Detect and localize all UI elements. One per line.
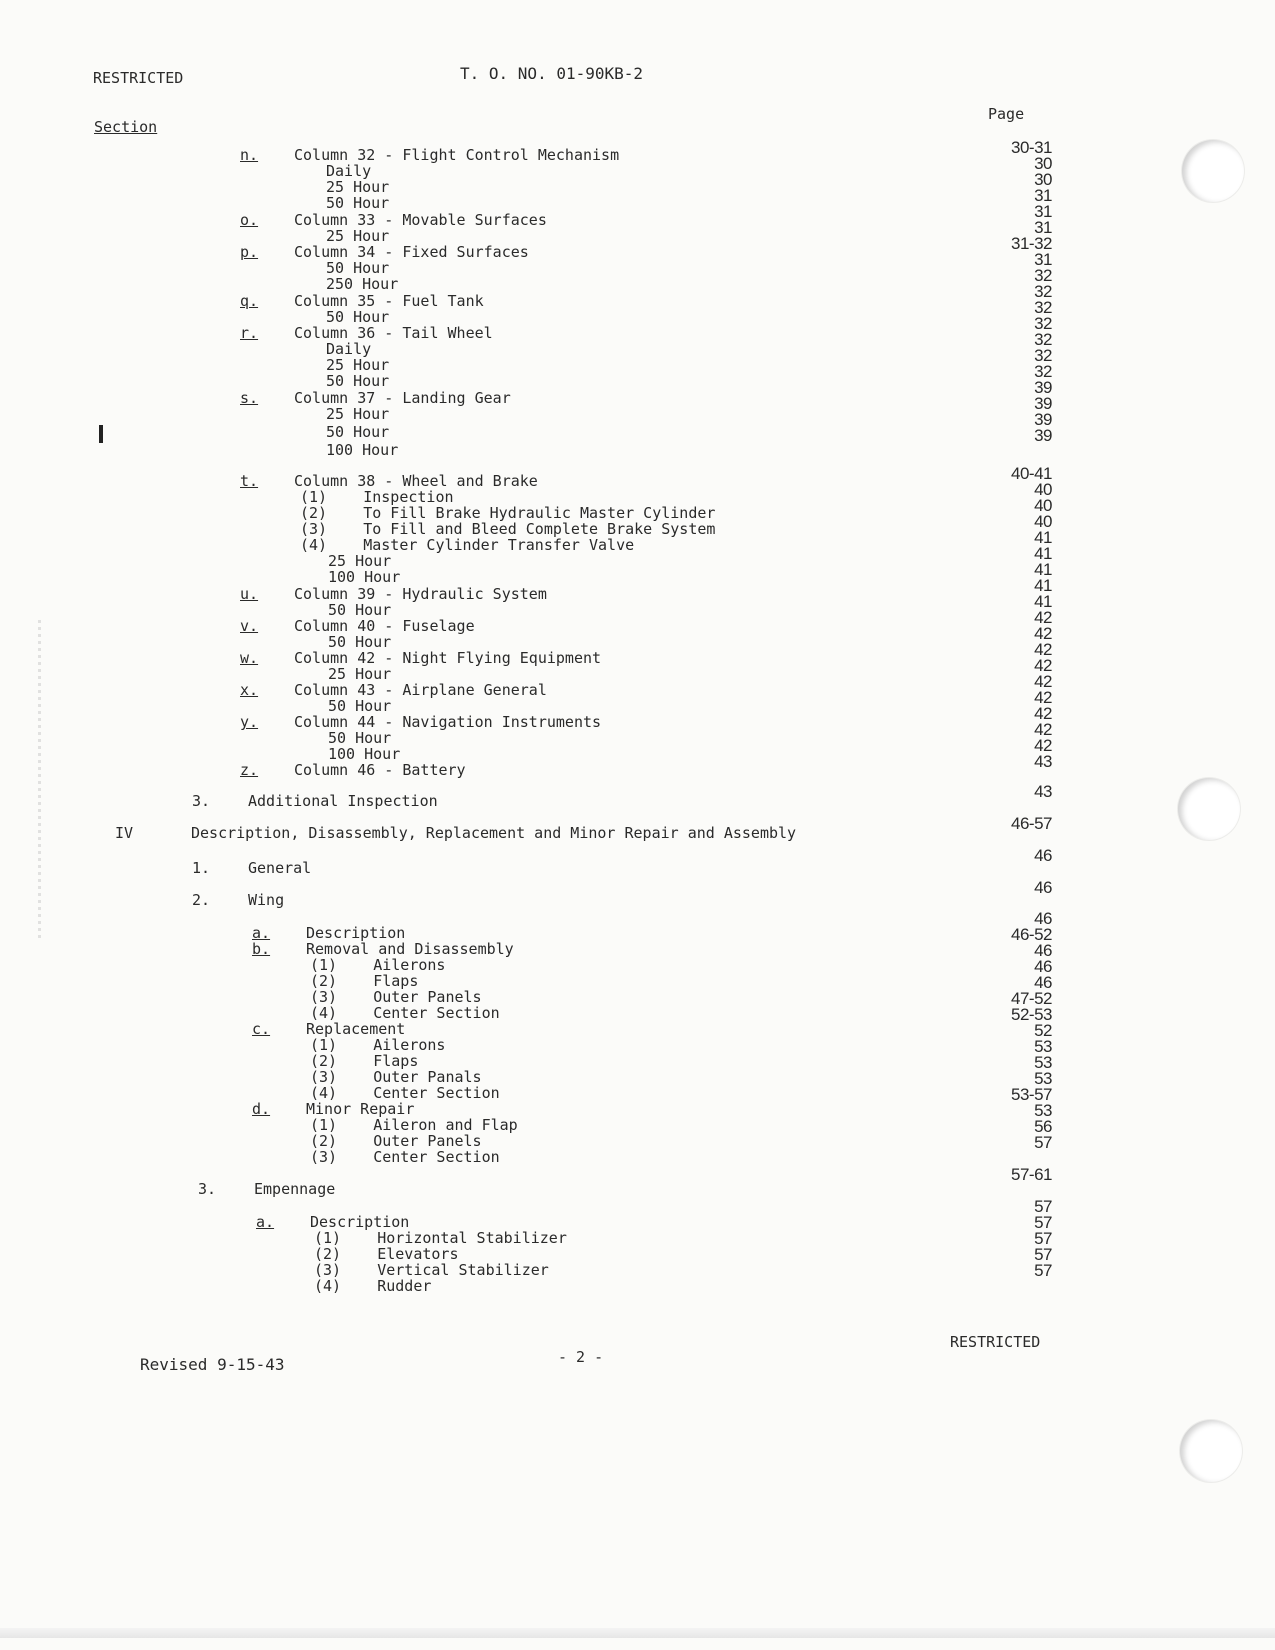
page-number: 47-52 [1011,989,1052,1008]
page-number: 39 [1034,410,1052,429]
entry-text: 100 Hour [328,745,401,763]
entry-text: Column 39 - Hydraulic System [294,585,547,603]
page-number: 31 [1034,250,1052,269]
entry-text: Daily [326,340,372,358]
footer-revised-date: Revised 9-15-43 [140,1355,285,1374]
page-number: 31 [1034,202,1052,221]
entry-text: Column 32 - Flight Control Mechanism [294,146,620,164]
page-number: 42 [1034,640,1052,659]
entry-text: Description, Disassembly, Replacement and Minor Repair and Assembly [191,824,797,842]
entry-text: Daily [326,162,372,180]
entry-text: Removal and Disassembly [306,940,514,958]
page-number: 43 [1034,752,1052,771]
header-restricted: RESTRICTED [93,69,184,87]
page-number: 42 [1034,688,1052,707]
binding-edge [38,620,41,940]
entry-text: (2) Elevators [314,1245,459,1263]
page-number: 41 [1034,544,1052,563]
entry-marker: a. [256,1213,275,1231]
page-number: 53 [1034,1037,1052,1056]
entry-text: Column 38 - Wheel and Brake [294,472,538,490]
page-number: 40 [1034,480,1052,499]
entry-text: Column 37 - Landing Gear [294,389,511,407]
page-number: 41 [1034,576,1052,595]
entry-text: (2) Flaps [310,1052,419,1070]
entry-text: 25 Hour [326,356,390,374]
entry-text: (1) Inspection [300,488,454,506]
entry-text: (1) Horizontal Stabilizer [314,1229,567,1247]
entry-text: 50 Hour [326,194,390,212]
page-number: 40 [1034,512,1052,531]
entry-marker: z. [240,761,259,779]
page-number: 30 [1034,154,1052,173]
entry-marker: s. [240,389,259,407]
entry-text: 25 Hour [326,178,390,196]
entry-text: 25 Hour [326,405,390,423]
page-number: 41 [1034,528,1052,547]
entry-marker: y. [240,713,259,731]
entry-text: (1) Ailerons [310,956,446,974]
entry-marker: w. [240,649,259,667]
page-number: 57 [1034,1213,1052,1232]
page-number: 39 [1034,394,1052,413]
page-number: 31-32 [1011,234,1052,253]
page-number: 32 [1034,266,1052,285]
entry-text: Wing [248,891,285,909]
entry-marker: 3. [198,1180,217,1198]
entry-text: Additional Inspection [248,792,438,810]
entry-marker: v. [240,617,259,635]
page-number: 43 [1034,782,1052,801]
entry-text: Column 33 - Movable Surfaces [294,211,547,229]
header-tech-order-number: T. O. NO. 01-90KB-2 [460,64,644,83]
page-number: 42 [1034,736,1052,755]
entry-marker: r. [240,324,259,342]
page-number: 42 [1034,624,1052,643]
page-number: 57 [1034,1245,1052,1264]
entry-text: (3) To Fill and Bleed Complete Brake System [300,520,716,538]
page-number: 46 [1034,846,1052,865]
entry-text: (3) Outer Panels [310,988,482,1006]
entry-text: Minor Repair [306,1100,415,1118]
entry-marker: d. [252,1100,271,1118]
entry-text: Column 43 - Airplane General [294,681,547,699]
entry-marker: IV [115,824,134,842]
entry-text: Column 34 - Fixed Surfaces [294,243,529,261]
entry-text: Column 44 - Navigation Instruments [294,713,602,731]
entry-text: (1) Aileron and Flap [310,1116,518,1134]
entry-marker: u. [240,585,259,603]
page-number: 32 [1034,282,1052,301]
page-number: 41 [1034,592,1052,611]
entry-text: (4) Rudder [314,1277,432,1295]
page-number: 42 [1034,656,1052,675]
entry-text: Column 46 - Battery [294,761,466,779]
entry-text: 50 Hour [328,697,392,715]
page-number: 31 [1034,218,1052,237]
entry-text: Description [310,1213,410,1231]
entry-text: Column 40 - Fuselage [294,617,475,635]
page-number: 31 [1034,186,1052,205]
scan-bottom-edge [0,1628,1275,1638]
page-number: 46 [1034,941,1052,960]
page-number: 46 [1034,973,1052,992]
entry-text: 25 Hour [326,227,390,245]
entry-text: Empennage [254,1180,336,1198]
page-number: 57-61 [1011,1165,1052,1184]
footer-page-number: - 2 - [558,1348,604,1366]
entry-text: (2) Flaps [310,972,419,990]
entry-text: (3) Vertical Stabilizer [314,1261,549,1279]
entry-text: (3) Outer Panals [310,1068,482,1086]
page-number: 53 [1034,1101,1052,1120]
page-number: 32 [1034,346,1052,365]
entry-marker: t. [240,472,259,490]
page-number: 46 [1034,909,1052,928]
entry-text: General [248,859,312,877]
entry-marker: 3. [192,792,211,810]
page-number: 52-53 [1011,1005,1052,1024]
page-number: 46 [1034,878,1052,897]
entry-text: (2) To Fill Brake Hydraulic Master Cylinder [300,504,716,522]
page-number: 56 [1034,1117,1052,1136]
entry-text: 25 Hour [328,552,392,570]
page-number: 52 [1034,1021,1052,1040]
page-number: 57 [1034,1229,1052,1248]
entry-marker: x. [240,681,259,699]
page-number: 53 [1034,1069,1052,1088]
punch-hole-top [1182,140,1244,202]
entry-text: Description [306,924,406,942]
page-number: 39 [1034,378,1052,397]
entry-text: 250 Hour [326,275,399,293]
page-number: 42 [1034,672,1052,691]
entry-text: (3) Center Section [310,1148,500,1166]
entry-marker: o. [240,211,259,229]
page-number: 40 [1034,496,1052,515]
entry-text: 50 Hour [328,633,392,651]
page-number: 30-31 [1011,138,1052,157]
page-number: 30 [1034,170,1052,189]
section-column-label: Section [94,118,158,136]
page-number: 39 [1034,426,1052,445]
entry-marker: c. [252,1020,271,1038]
entry-text: 50 Hour [326,259,390,277]
page-number: 32 [1034,314,1052,333]
page-number: 53-57 [1011,1085,1052,1104]
page-column-label: Page [988,105,1025,123]
footer-restricted: RESTRICTED [950,1333,1041,1351]
page-number: 57 [1034,1261,1052,1280]
entry-text: 100 Hour [326,441,399,459]
entry-marker: a. [252,924,271,942]
entry-text: 50 Hour [326,372,390,390]
entry-text: Column 42 - Night Flying Equipment [294,649,602,667]
punch-hole-bottom [1180,1420,1242,1482]
entry-text: 50 Hour [328,729,392,747]
entry-marker: p. [240,243,259,261]
entry-text: 100 Hour [328,568,401,586]
page-number: 53 [1034,1053,1052,1072]
punch-hole-middle [1178,778,1240,840]
page-number: 32 [1034,330,1052,349]
entry-text: Column 35 - Fuel Tank [294,292,484,310]
page-number: 32 [1034,362,1052,381]
entry-text: (4) Center Section [310,1084,500,1102]
page-number: 40-41 [1011,464,1052,483]
entry-text: (4) Master Cylinder Transfer Valve [300,536,635,554]
entry-marker: 2. [192,891,211,909]
page-number: 42 [1034,720,1052,739]
page-number: 42 [1034,704,1052,723]
entry-text: 50 Hour [326,308,390,326]
page-number: 46-52 [1011,925,1052,944]
page-number: 46-57 [1011,814,1052,833]
entry-text: Column 36 - Tail Wheel [294,324,493,342]
entry-text: (2) Outer Panels [310,1132,482,1150]
entry-text: (1) Ailerons [310,1036,446,1054]
revision-bar [99,425,103,443]
page-number: 57 [1034,1133,1052,1152]
entry-marker: n. [240,146,259,164]
page-number: 32 [1034,298,1052,317]
page-number: 41 [1034,560,1052,579]
entry-text: 25 Hour [328,665,392,683]
page-number: 57 [1034,1197,1052,1216]
entry-text: 50 Hour [326,423,390,441]
page-number: 42 [1034,608,1052,627]
entry-marker: q. [240,292,259,310]
page-number: 46 [1034,957,1052,976]
entry-marker: b. [252,940,271,958]
entry-text: 50 Hour [328,601,392,619]
entry-text: (4) Center Section [310,1004,500,1022]
entry-marker: 1. [192,859,211,877]
entry-text: Replacement [306,1020,406,1038]
